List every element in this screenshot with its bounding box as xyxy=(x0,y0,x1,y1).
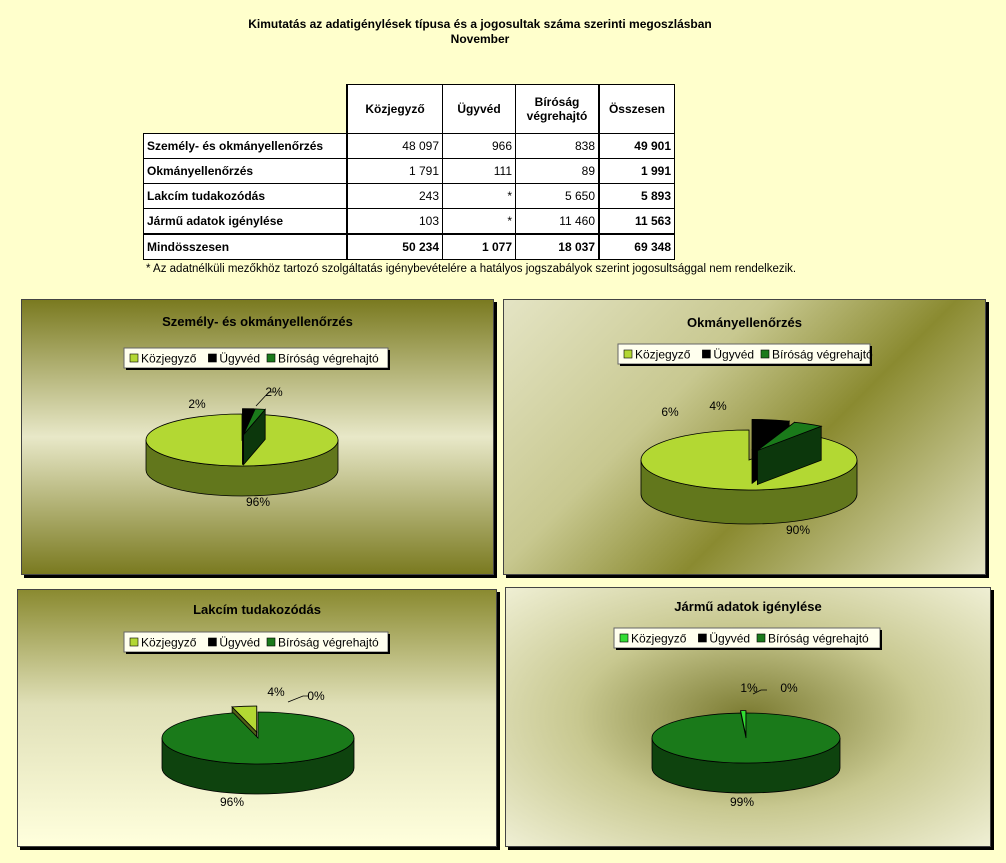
cell-total: 69 348 xyxy=(599,234,675,260)
chart-title: Jármű adatok igénylése xyxy=(674,599,822,614)
table-total-row xyxy=(144,234,675,260)
chart-legend xyxy=(124,348,390,370)
legend-swatch xyxy=(130,354,138,362)
data-label: 6% xyxy=(661,405,679,419)
data-label: 2% xyxy=(265,385,283,399)
legend-entry: Közjegyző xyxy=(635,347,691,362)
row-label: Lakcím tudakozódás xyxy=(144,184,348,209)
chart-legend xyxy=(614,628,882,650)
cell: * xyxy=(443,209,516,235)
pie-chart-okmany xyxy=(503,299,986,575)
table-header-row xyxy=(144,85,675,134)
chart-title: Lakcím tudakozódás xyxy=(193,602,321,617)
cell: 243 xyxy=(347,184,443,209)
pie-chart-lakcim xyxy=(17,589,497,847)
col-header-kozjegyzo: Közjegyző xyxy=(347,85,443,134)
chart-title: Személy- és okmányellenőrzés xyxy=(162,314,353,329)
pie-slice xyxy=(652,713,840,763)
chart-legend xyxy=(124,632,390,654)
data-label: 0% xyxy=(307,689,325,703)
legend-swatch xyxy=(208,638,216,646)
legend-entry: Bíróság végrehajtó xyxy=(278,351,379,366)
table-row xyxy=(144,159,675,184)
row-label: Okmányellenőrzés xyxy=(144,159,348,184)
legend-swatch xyxy=(761,350,769,358)
chart-legend xyxy=(618,344,873,366)
pie-group xyxy=(162,706,354,794)
cell-total: 18 037 xyxy=(516,234,600,260)
legend-entry: Bíróság végrehajtó xyxy=(772,347,873,362)
total-label: Mindösszesen xyxy=(144,234,348,260)
pie-chart-svg xyxy=(18,590,496,846)
cell: 966 xyxy=(443,134,516,159)
report-title xyxy=(150,17,810,47)
cell: 89 xyxy=(516,159,600,184)
report-subtitle: November xyxy=(450,32,510,46)
legend-entry: Bíróság végrehajtó xyxy=(278,635,379,650)
leader-line xyxy=(288,696,309,702)
data-label: 2% xyxy=(188,397,206,411)
row-label: Személy- és okmányellenőrzés xyxy=(144,134,348,159)
pie-slice xyxy=(162,712,354,764)
legend-entry: Ügyvéd xyxy=(709,631,751,646)
table-row xyxy=(144,134,675,159)
data-label: 96% xyxy=(219,795,245,809)
data-label: 99% xyxy=(729,795,755,809)
row-label: Jármű adatok igénylése xyxy=(144,209,348,235)
data-label: 0% xyxy=(780,681,798,695)
legend-swatch xyxy=(130,638,138,646)
data-label: 4% xyxy=(267,685,285,699)
legend-swatch xyxy=(757,634,765,642)
legend-entry: Közjegyző xyxy=(141,351,197,366)
cell-total: 49 901 xyxy=(599,134,675,159)
col-header-osszesen: Összesen xyxy=(599,85,675,134)
cell: 48 097 xyxy=(347,134,443,159)
summary-table xyxy=(143,84,675,260)
cell-total: 1 991 xyxy=(599,159,675,184)
pie-chart-jarmu xyxy=(505,587,991,847)
report-title-line: Kimutatás az adatigénylések típusa és a jogosultak száma szerinti megoszlásban xyxy=(248,17,712,31)
data-label: 96% xyxy=(245,495,271,509)
footnote: * Az adatnélküli mezőkhöz tartozó szolgáltatás igénybevételére a hatályos jogszabályok szerint jogosultsággal nem rendelkezik. xyxy=(146,263,797,275)
cell-total: 50 234 xyxy=(347,234,443,260)
chart-title: Okmányellenőrzés xyxy=(687,315,802,330)
table-row xyxy=(144,209,675,235)
legend-entry: Közjegyző xyxy=(141,635,197,650)
table-row xyxy=(144,184,675,209)
cell-total: 1 077 xyxy=(443,234,516,260)
legend-entry: Ügyvéd xyxy=(713,347,755,362)
legend-entry: Ügyvéd xyxy=(219,351,261,366)
pie-chart-svg xyxy=(22,300,493,574)
pie-group xyxy=(146,409,338,496)
data-label: 90% xyxy=(785,523,811,537)
legend-swatch xyxy=(267,354,275,362)
data-label: 4% xyxy=(709,399,727,413)
pie-chart-svg xyxy=(504,300,985,574)
cell: 5 650 xyxy=(516,184,600,209)
cell: 111 xyxy=(443,159,516,184)
pie-chart-svg xyxy=(506,588,990,846)
cell: 11 460 xyxy=(516,209,600,235)
data-label: 1% xyxy=(740,681,758,695)
cell: 1 791 xyxy=(347,159,443,184)
cell: * xyxy=(443,184,516,209)
legend-swatch xyxy=(208,354,216,362)
cell-total: 5 893 xyxy=(599,184,675,209)
legend-swatch xyxy=(620,634,628,642)
col-header-ugyved: Ügyvéd xyxy=(443,85,516,134)
legend-entry: Ügyvéd xyxy=(219,635,261,650)
pie-group xyxy=(652,711,840,793)
pie-slice xyxy=(146,414,338,466)
cell-total: 11 563 xyxy=(599,209,675,235)
pie-chart-szemely xyxy=(21,299,494,575)
legend-entry: Bíróság végrehajtó xyxy=(768,631,869,646)
table-corner xyxy=(144,85,348,134)
col-header-birosag: Bíróság végrehajtó xyxy=(516,85,600,134)
legend-swatch xyxy=(698,634,706,642)
legend-entry: Közjegyző xyxy=(631,631,687,646)
legend-swatch xyxy=(702,350,710,358)
pie-slice xyxy=(641,430,857,490)
pie-group xyxy=(641,419,857,524)
cell: 103 xyxy=(347,209,443,235)
legend-swatch xyxy=(624,350,632,358)
cell: 838 xyxy=(516,134,600,159)
legend-swatch xyxy=(267,638,275,646)
